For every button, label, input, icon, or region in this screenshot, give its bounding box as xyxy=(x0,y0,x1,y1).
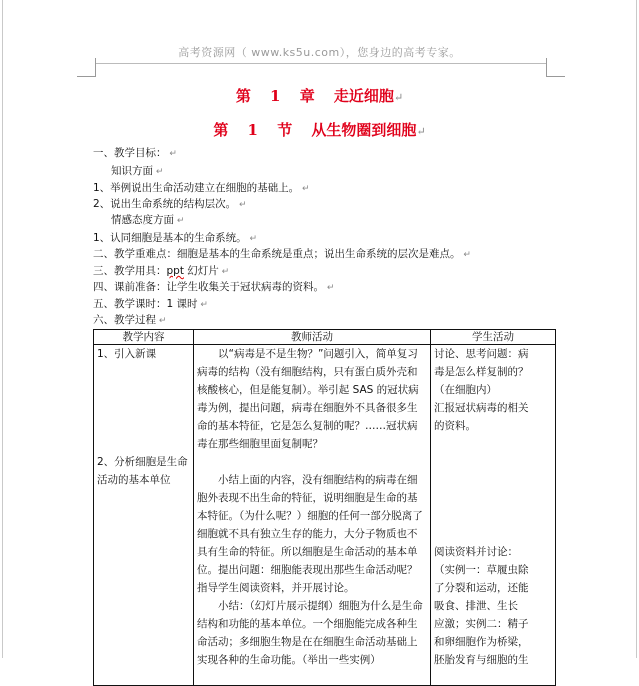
student-line: 胚胎发育与细胞的生 xyxy=(434,654,529,666)
student-line: 的资料。 xyxy=(434,420,476,432)
outline-text: 1、认同细胞是基本的生命系统。 xyxy=(93,232,247,244)
teacher-cell[interactable] xyxy=(194,345,431,686)
outline-line[interactable]: 六、教学过程 ↵ xyxy=(93,314,167,326)
outline-line[interactable]: 情感态度方面 ↵ xyxy=(111,214,185,226)
page-header: 高考资源网（ www.ks5u.com），您身边的高考专家。 xyxy=(178,46,461,59)
outline-line[interactable]: 1、认同细胞是基本的生命系统。 ↵ xyxy=(93,232,258,244)
student-line: （实例一：草履虫除 xyxy=(434,564,529,576)
student-line: 了分裂和运动，还能 xyxy=(434,582,529,594)
teacher-paragraph: 小结上面的内容，没有细胞结构的病毒在细胞外表现不出生命的特征，说明细胞是生命的基本特征。（为什么呢？）细胞的任何一部分脱离了细胞就不具有独立生存的能力，大分子物质也不具有生命的特征。所以细胞是生命活动的基本单位。提出问题：细胞能表现出那些生命活动呢？指导学生阅读资料，并开展讨论。 xyxy=(197,474,423,594)
outline-line[interactable]: 1、举例说出生命活动建立在细胞的基础上。 ↵ xyxy=(93,182,310,194)
table-header-cell[interactable]: 学生活动 xyxy=(431,330,556,345)
student-line: 吸食、排泄、生长 xyxy=(434,600,518,612)
outline-text: 六、教学过程 xyxy=(93,314,156,326)
table-header-row xyxy=(94,330,556,345)
table-row xyxy=(94,345,556,686)
content-cell[interactable] xyxy=(94,345,194,686)
outline-line[interactable]: 五、教学课时：1 课时 ↵ xyxy=(93,298,208,310)
outline-line[interactable]: 四、课前准备：让学生收集关于冠状病毒的资料。 ↵ xyxy=(93,281,335,293)
chapter-title-text: 第 1 章 走近细胞 xyxy=(235,87,394,105)
outline-text: 知识方面 xyxy=(111,165,153,177)
content-item: 2、分析细胞是生命活动的基本单位 xyxy=(97,456,188,486)
content-item: 1、引入新课 xyxy=(97,348,157,360)
student-cell[interactable] xyxy=(431,345,556,686)
header-rule xyxy=(95,63,546,64)
outline-text: 1、举例说出生命活动建立在细胞的基础上。 xyxy=(93,182,300,194)
student-line: 讨论、思考问题：病 xyxy=(434,348,529,360)
student-line: 应激；实例二：精子 xyxy=(434,618,529,630)
outline-text: 情感态度方面 xyxy=(111,214,174,226)
section-title-text: 第 1 节 从生物圈到细胞 xyxy=(213,121,417,139)
outline-line[interactable]: 知识方面 ↵ xyxy=(111,165,164,177)
table-header-cell[interactable]: 教师活动 xyxy=(194,330,431,345)
outline-text: 五、教学课时：1 课时 xyxy=(93,298,198,310)
teacher-paragraph: 小结：（幻灯片展示提纲）细胞为什么是生命结构和功能的基本单位。一个细胞能完成各种生命活动；多细胞生物是在在细胞生命活动基础上实现各种的生命功能。（举出一些实例） xyxy=(197,600,423,666)
outline-text: 三、教学用具：ppt 幻灯片 xyxy=(93,265,219,277)
outline-line[interactable]: 2、说出生命系统的结构层次。 ↵ xyxy=(93,198,247,210)
student-line: 汇报冠状病毒的相关 xyxy=(434,402,529,414)
student-line: 毒是怎么样复制的？ xyxy=(434,366,529,378)
section-title[interactable] xyxy=(0,119,639,140)
lesson-table xyxy=(93,329,556,686)
student-line: （在细胞内） xyxy=(434,384,497,396)
outline-text: 一、教学目标： xyxy=(93,147,167,159)
outline-line[interactable]: 三、教学用具：ppt 幻灯片 ↵ xyxy=(93,265,230,277)
paragraph-mark: ↵ xyxy=(393,91,404,104)
outline-line[interactable]: 二、教学重难点：细胞是基本的生命系统是重点；说出生命系统的层次是难点。 ↵ xyxy=(93,248,471,260)
chapter-title[interactable] xyxy=(0,85,639,106)
student-line: 阅读资料并讨论： xyxy=(434,546,518,558)
outline-text: 二、教学重难点：细胞是基本的生命系统是重点；说出生命系统的层次是难点。 xyxy=(93,248,461,260)
outline-text: 四、课前准备：让学生收集关于冠状病毒的资料。 xyxy=(93,281,324,293)
outline-line[interactable]: 一、教学目标： ↵ xyxy=(93,147,177,159)
outline-text: 2、说出生命系统的结构层次。 xyxy=(93,198,237,210)
paragraph-mark: ↵ xyxy=(416,125,426,138)
crop-mark-top-right xyxy=(546,58,565,77)
crop-mark-top-left xyxy=(77,58,96,77)
teacher-paragraph: 以“病毒是不是生物？”问题引入，简单复习病毒的结构（没有细胞结构，只有蛋白质外壳和核酸核心，但是能复制）。举引起 SAS 的冠状病毒为例，提出问题，病毒在细胞外不具备很多生命的基本特征，它是怎么复制的呢？……冠状病毒在那些细胞里面复制呢？ xyxy=(197,348,419,450)
student-line: 和卵细胞作为桥梁， xyxy=(434,636,529,648)
table-header-cell[interactable]: 教学内容 xyxy=(94,330,194,345)
